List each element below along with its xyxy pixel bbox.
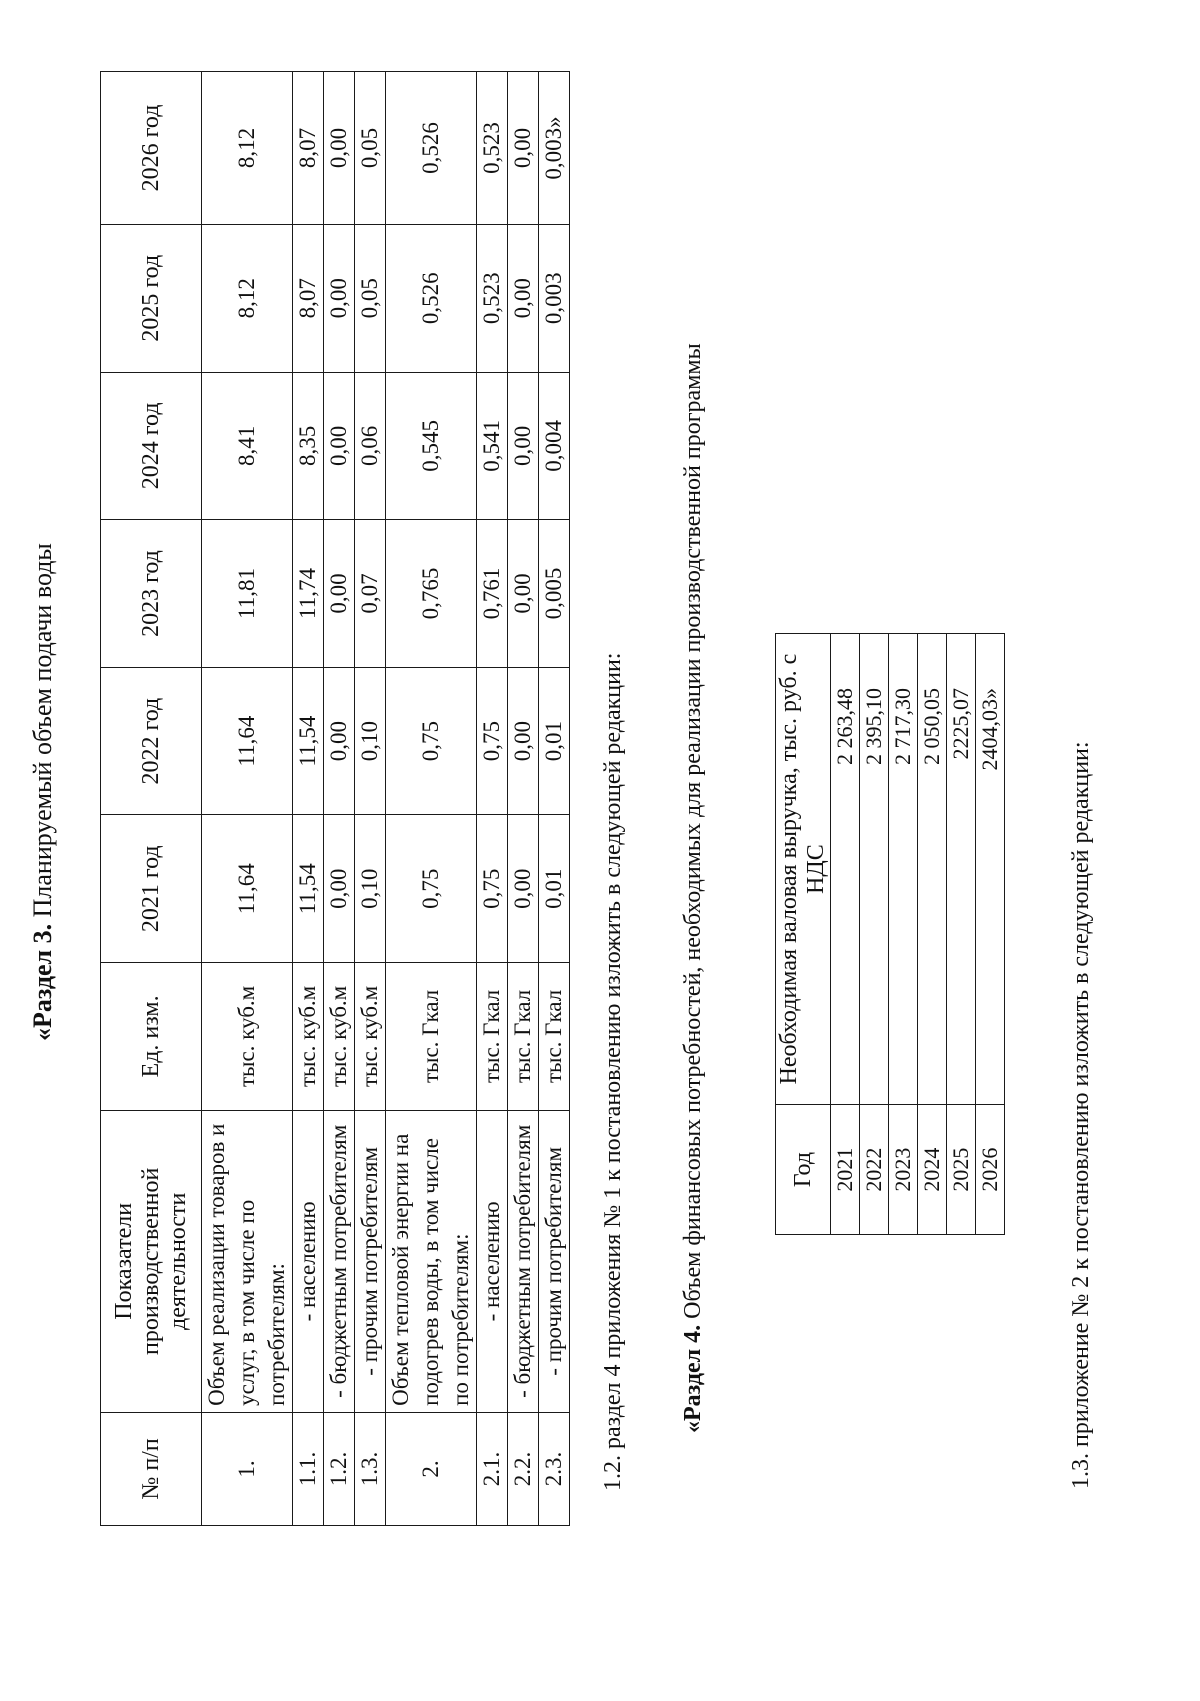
- value-cell: 0,00: [508, 520, 539, 668]
- row-number: 2.: [386, 1412, 477, 1525]
- value-cell: 0,10: [355, 667, 386, 815]
- table-row: [918, 634, 947, 1235]
- indicator-name: Объем реализации товаров и услуг, в том числе по потребителям:: [202, 1110, 293, 1412]
- table-row: [293, 72, 324, 1526]
- row-number: 1.3.: [355, 1412, 386, 1525]
- table-row: [831, 634, 860, 1235]
- header-cell: 2024 год: [101, 372, 202, 520]
- value-cell: 0,003: [539, 224, 570, 372]
- value-cell: 0,523: [477, 72, 508, 225]
- header-cell: 2025 год: [101, 224, 202, 372]
- section4-title-rest: Объем финансовых потребностей, необходимых для реализации производственной программы: [680, 343, 706, 1325]
- header-cell: Год: [776, 1105, 831, 1235]
- value-cell: 0,526: [386, 72, 477, 225]
- value-cell: 0,005: [539, 520, 570, 668]
- row-number: 2.2.: [508, 1412, 539, 1525]
- indicator-name: - прочим потребителям: [355, 1110, 386, 1412]
- year-cell: 2026: [976, 1105, 1005, 1235]
- revenue-cell: 2 050,05: [918, 634, 947, 1105]
- value-cell: 0,10: [355, 815, 386, 963]
- section4-title-bold: «Раздел 4.: [680, 1324, 706, 1433]
- year-cell: 2024: [918, 1105, 947, 1235]
- value-cell: 0,00: [324, 372, 355, 520]
- table-row: [860, 634, 889, 1235]
- unit-cell: тыс. куб.м: [355, 963, 386, 1111]
- value-cell: 0,004: [539, 372, 570, 520]
- value-cell: 11,64: [202, 667, 293, 815]
- year-cell: 2021: [831, 1105, 860, 1235]
- year-cell: 2023: [889, 1105, 918, 1235]
- unit-cell: тыс. Гкал: [477, 963, 508, 1111]
- value-cell: 0,00: [508, 815, 539, 963]
- value-cell: 0,75: [477, 667, 508, 815]
- table-row: [508, 72, 539, 1526]
- indicator-name: - населению: [477, 1110, 508, 1412]
- header-cell: 2023 год: [101, 520, 202, 668]
- header-cell: № п/п: [101, 1412, 202, 1525]
- indicator-name: - бюджетным потребителям: [508, 1110, 539, 1412]
- value-cell: 0,545: [386, 372, 477, 520]
- value-cell: 0,003»: [539, 72, 570, 225]
- header-cell: Необходимая валовая выручка, тыс. руб. с НДС: [776, 634, 831, 1105]
- value-cell: 0,765: [386, 520, 477, 668]
- unit-cell: тыс. куб.м: [293, 963, 324, 1111]
- revenue-cell: 2 395,10: [860, 634, 889, 1105]
- year-cell: 2022: [860, 1105, 889, 1235]
- value-cell: 8,12: [202, 224, 293, 372]
- row-number: 2.3.: [539, 1412, 570, 1525]
- section3-title-rest: Планируемый объем подачи воды: [28, 543, 57, 924]
- indicator-name: Объем тепловой энергии на подогрев воды, в том числе по потребителям:: [386, 1110, 477, 1412]
- value-cell: 11,81: [202, 520, 293, 668]
- unit-cell: тыс. куб.м: [324, 963, 355, 1111]
- value-cell: 0,06: [355, 372, 386, 520]
- table-row: [355, 72, 386, 1526]
- revenue-cell: 2 263,48: [831, 634, 860, 1105]
- value-cell: 8,07: [293, 224, 324, 372]
- unit-cell: тыс. Гкал: [386, 963, 477, 1111]
- table-row: [477, 72, 508, 1526]
- row-number: 1.1.: [293, 1412, 324, 1525]
- unit-cell: тыс. Гкал: [539, 963, 570, 1111]
- table-row: [947, 634, 976, 1235]
- table-header-row: [101, 72, 202, 1526]
- value-cell: 0,541: [477, 372, 508, 520]
- indicator-name: - населению: [293, 1110, 324, 1412]
- value-cell: 0,00: [324, 667, 355, 815]
- revenue-cell: 2 717,30: [889, 634, 918, 1105]
- value-cell: 0,00: [508, 72, 539, 225]
- paragraph-1-2: 1.2. раздел 4 приложения № 1 к постановлению изложить в следующей редакции:: [600, 652, 626, 1491]
- financial-needs-table: [775, 633, 1005, 1235]
- paragraph-1-3: 1.3. приложение № 2 к постановлению изложить в следующей редакции:: [1068, 741, 1094, 1489]
- value-cell: 8,35: [293, 372, 324, 520]
- unit-cell: тыс. Гкал: [508, 963, 539, 1111]
- value-cell: 8,12: [202, 72, 293, 225]
- value-cell: 0,00: [324, 72, 355, 225]
- value-cell: 11,74: [293, 520, 324, 668]
- value-cell: 0,75: [386, 815, 477, 963]
- unit-cell: тыс. куб.м: [202, 963, 293, 1111]
- value-cell: 0,00: [508, 224, 539, 372]
- value-cell: 0,761: [477, 520, 508, 668]
- table-row: [202, 72, 293, 1526]
- indicator-name: - бюджетным потребителям: [324, 1110, 355, 1412]
- value-cell: 0,05: [355, 72, 386, 225]
- value-cell: 0,00: [324, 520, 355, 668]
- table-header-row: [776, 634, 831, 1235]
- value-cell: 11,54: [293, 667, 324, 815]
- table-row: [889, 634, 918, 1235]
- value-cell: 0,00: [508, 667, 539, 815]
- table-row: [976, 634, 1005, 1235]
- value-cell: 11,54: [293, 815, 324, 963]
- revenue-cell: 2404,03»: [976, 634, 1005, 1105]
- value-cell: 0,526: [386, 224, 477, 372]
- value-cell: 0,523: [477, 224, 508, 372]
- header-cell: 2021 год: [101, 815, 202, 963]
- value-cell: 0,75: [386, 667, 477, 815]
- table-row: [324, 72, 355, 1526]
- row-number: 1.2.: [324, 1412, 355, 1525]
- value-cell: 0,01: [539, 815, 570, 963]
- value-cell: 8,07: [293, 72, 324, 225]
- table-row: [539, 72, 570, 1526]
- section3-title: [28, 543, 58, 1041]
- water-volume-table: [100, 71, 570, 1526]
- value-cell: 0,01: [539, 667, 570, 815]
- value-cell: 0,05: [355, 224, 386, 372]
- value-cell: 0,00: [508, 372, 539, 520]
- header-cell: Показатели производственной деятельности: [101, 1110, 202, 1412]
- value-cell: 0,00: [324, 815, 355, 963]
- header-cell: Ед. изм.: [101, 963, 202, 1111]
- year-cell: 2025: [947, 1105, 976, 1235]
- value-cell: 11,64: [202, 815, 293, 963]
- value-cell: 0,75: [477, 815, 508, 963]
- value-cell: 8,41: [202, 372, 293, 520]
- row-number: 1.: [202, 1412, 293, 1525]
- value-cell: 0,00: [324, 224, 355, 372]
- section4-title: [680, 343, 707, 1433]
- indicator-name: - прочим потребителям: [539, 1110, 570, 1412]
- value-cell: 0,07: [355, 520, 386, 668]
- header-cell: 2026 год: [101, 72, 202, 225]
- header-cell: 2022 год: [101, 667, 202, 815]
- table-row: [386, 72, 477, 1526]
- section3-title-bold: «Раздел 3.: [28, 923, 57, 1041]
- row-number: 2.1.: [477, 1412, 508, 1525]
- revenue-cell: 2225,07: [947, 634, 976, 1105]
